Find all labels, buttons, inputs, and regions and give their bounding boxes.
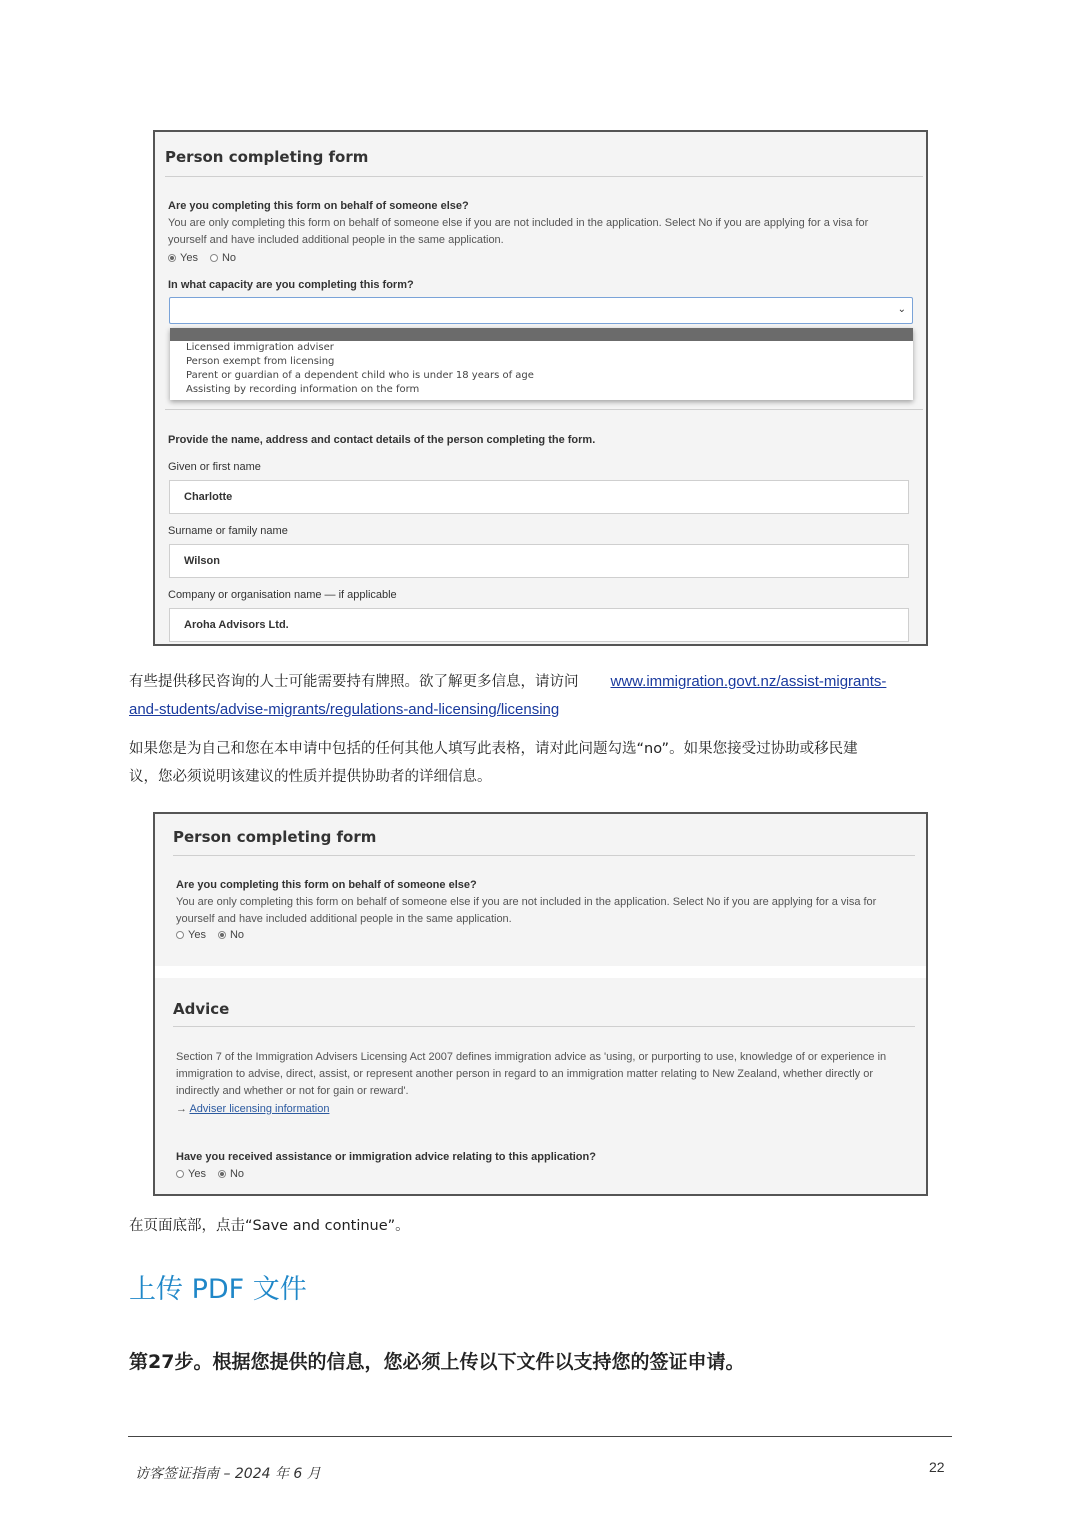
capacity-select[interactable] bbox=[169, 297, 913, 324]
answer-no-paragraph bbox=[129, 735, 959, 791]
chevron-down-icon: ⌄ bbox=[897, 304, 906, 315]
section-heading: 上传 PDF 文件 bbox=[129, 1274, 307, 1305]
dropdown-highlight-option[interactable] bbox=[170, 328, 913, 341]
adviser-licensing-link[interactable]: Adviser licensing information bbox=[189, 1103, 330, 1115]
behalf-radio-group bbox=[176, 929, 244, 941]
capacity-dropdown-list bbox=[170, 328, 913, 400]
behalf-help-line2: yourself and have included additional people in the same application. bbox=[176, 913, 512, 925]
behalf-help-line2: yourself and have included additional people in the same application. bbox=[168, 234, 504, 246]
divider bbox=[165, 409, 923, 410]
option-licensed-adviser[interactable]: Licensed immigration adviser bbox=[186, 342, 334, 353]
surname-label: Surname or family name bbox=[168, 525, 288, 537]
behalf-question: Are you completing this form on behalf of someone else? bbox=[168, 200, 469, 212]
advice-title: Advice bbox=[173, 1000, 230, 1018]
advice-line2: immigration to advise, direct, assist, or represent another person in regard to an immigration matter relating to New Zealand, whether directly or bbox=[176, 1068, 873, 1080]
footer-divider bbox=[128, 1436, 952, 1437]
divider bbox=[173, 855, 915, 856]
radio-yes[interactable] bbox=[176, 931, 184, 939]
radio-yes[interactable] bbox=[176, 1170, 184, 1178]
answer-no-line2: 议，您必须说明该建议的性质并提供协助者的详细信息。 bbox=[129, 769, 492, 785]
radio-yes[interactable] bbox=[168, 254, 176, 262]
arrow-right-icon: → bbox=[176, 1103, 187, 1115]
save-continue-paragraph: 在页面底部，点击“Save and continue”。 bbox=[129, 1218, 410, 1234]
radio-no[interactable] bbox=[218, 1170, 226, 1178]
divider bbox=[173, 1026, 915, 1027]
behalf-help-line1: You are only completing this form on behalf of someone else if you are not included in the application. Select No if you are applying for a visa for bbox=[168, 217, 869, 229]
assist-radio-group bbox=[176, 1168, 244, 1180]
company-field[interactable]: Aroha Advisors Ltd. bbox=[169, 608, 909, 642]
licensing-link[interactable]: www.immigration.govt.nz/assist-migrants- bbox=[610, 673, 887, 690]
form-title: Person completing form bbox=[165, 148, 369, 166]
radio-yes-label: Yes bbox=[188, 929, 206, 941]
radio-no[interactable] bbox=[218, 931, 226, 939]
option-exempt[interactable]: Person exempt from licensing bbox=[186, 356, 335, 367]
radio-yes-label: Yes bbox=[188, 1168, 206, 1180]
given-name-label: Given or first name bbox=[168, 461, 261, 473]
licensing-paragraph bbox=[129, 668, 959, 724]
radio-no-label: No bbox=[229, 1168, 245, 1180]
form-title: Person completing form bbox=[173, 828, 377, 846]
behalf-help-line1: You are only completing this form on behalf of someone else if you are not included in the application. Select No if you are applying for a visa for bbox=[176, 896, 877, 908]
radio-yes-label: Yes bbox=[180, 252, 198, 264]
advice-line3: indirectly and whether or not for gain or reward'. bbox=[176, 1085, 409, 1097]
page-number: 22 bbox=[929, 1459, 945, 1475]
step-27-text: 第27步。根据您提供的信息，您必须上传以下文件以支持您的签证申请。 bbox=[129, 1351, 745, 1373]
option-assisting[interactable]: Assisting by recording information on the form bbox=[186, 384, 420, 395]
advice-link-row bbox=[176, 1101, 329, 1118]
option-parent-guardian[interactable]: Parent or guardian of a dependent child who is under 18 years of age bbox=[186, 370, 534, 381]
details-intro: Provide the name, address and contact details of the person completing the form. bbox=[168, 434, 596, 446]
behalf-radio-group bbox=[168, 252, 236, 264]
radio-no-label: No bbox=[229, 929, 245, 941]
section-gap bbox=[155, 966, 926, 978]
assist-question: Have you received assistance or immigration advice relating to this application? bbox=[176, 1151, 596, 1163]
behalf-question: Are you completing this form on behalf of someone else? bbox=[176, 879, 477, 891]
divider bbox=[165, 176, 923, 177]
advice-line1: Section 7 of the Immigration Advisers Licensing Act 2007 defines immigration advice as 'using, or purporting to use, knowledge of or experience in bbox=[176, 1051, 887, 1063]
radio-no-label: No bbox=[221, 252, 237, 264]
answer-no-line1: 如果您是为自己和您在本申请中包括的任何其他人填写此表格，请对此问题勾选“no”。如果您接受过协助或移民建 bbox=[129, 741, 858, 757]
licensing-text: 有些提供移民咨询的人士可能需要持有牌照。欲了解更多信息，请访问 bbox=[129, 674, 579, 690]
capacity-question: In what capacity are you completing this form? bbox=[168, 279, 414, 291]
footer-guide-title: 访客签证指南 – 2024 年 6 月 bbox=[135, 1466, 321, 1482]
form-screenshot-advice bbox=[153, 812, 928, 1196]
company-label: Company or organisation name — if applicable bbox=[168, 589, 397, 601]
form-screenshot-person-completing bbox=[153, 130, 928, 646]
licensing-link-cont[interactable]: and-students/advise-migrants/regulations-and-licensing/licensing bbox=[129, 701, 560, 718]
surname-field[interactable]: Wilson bbox=[169, 544, 909, 578]
given-name-field[interactable]: Charlotte bbox=[169, 480, 909, 514]
radio-no[interactable] bbox=[210, 254, 218, 262]
